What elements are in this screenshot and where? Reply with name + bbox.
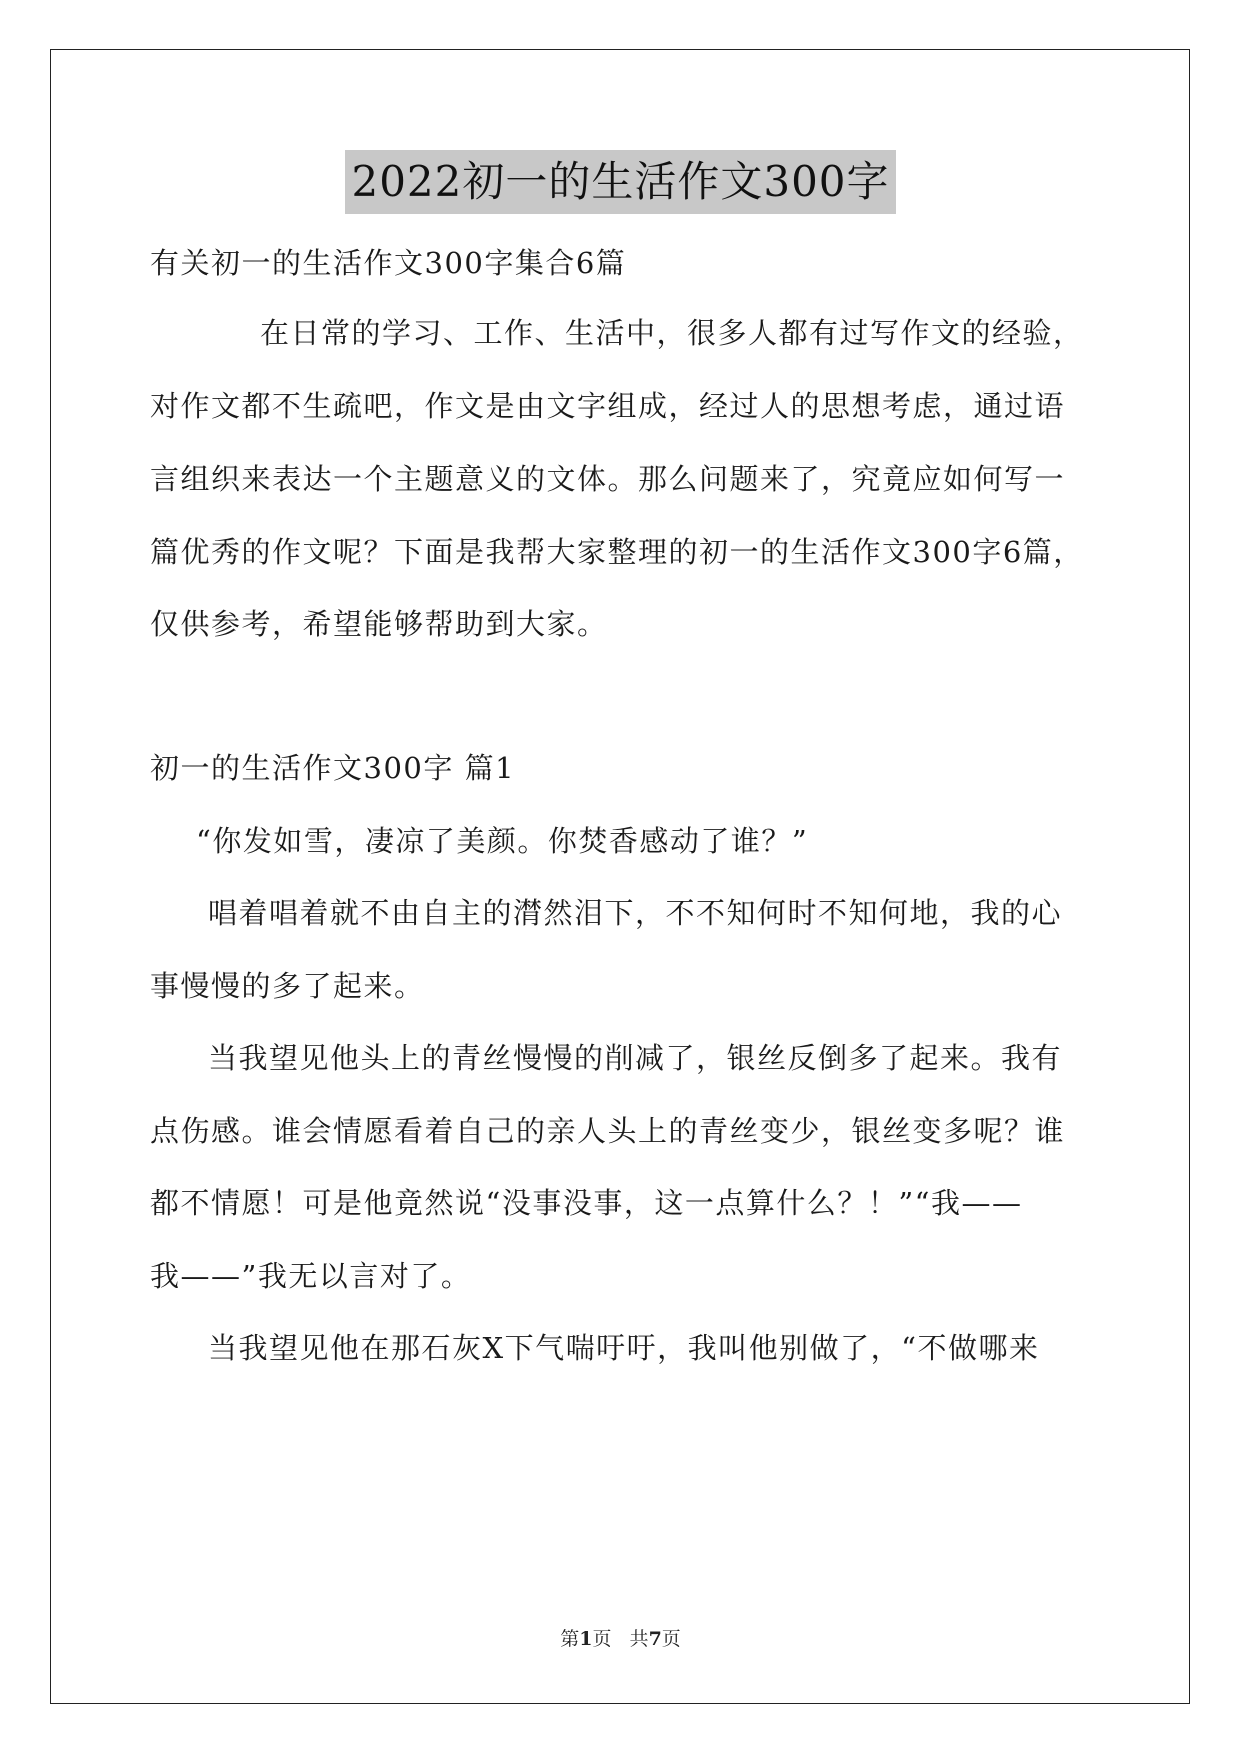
body-line: 当我望见他在那石灰X下气喘吁吁，我叫他别做了，“不做哪来 bbox=[208, 1331, 1040, 1365]
page-border bbox=[50, 49, 1190, 1704]
body-line: 当我望见他头上的青丝慢慢的削减了，银丝反倒多了起来。我有 bbox=[208, 1041, 1063, 1075]
document-subtitle: 有关初一的生活作文300字集合6篇 bbox=[150, 246, 627, 280]
section-heading: 初一的生活作文300字 篇1 bbox=[150, 751, 516, 785]
footer-page-mid: 页 共 bbox=[592, 1628, 649, 1650]
body-line: 都不情愿！可是他竟然说“没事没事，这一点算什么？！”“我—— bbox=[150, 1186, 1023, 1220]
body-line: 我——”我无以言对了。 bbox=[150, 1259, 472, 1293]
body-line: “你发如雪，凄凉了美颜。你焚香感动了谁？” bbox=[196, 824, 809, 858]
document-title: 2022初一的生活作文300字 bbox=[345, 150, 895, 214]
footer-page-prefix: 第 bbox=[560, 1628, 580, 1650]
body-line: 点伤感。谁会情愿看着自己的亲人头上的青丝变少，银丝变多呢？谁 bbox=[150, 1114, 1066, 1148]
intro-line: 篇优秀的作文呢？下面是我帮大家整理的初一的生活作文300字6篇， bbox=[150, 535, 1084, 569]
intro-line: 言组织来表达一个主题意义的文体。那么问题来了，究竟应如何写一 bbox=[150, 462, 1066, 496]
footer-page-suffix: 页 bbox=[661, 1628, 681, 1650]
footer-page-total: 7 bbox=[648, 1628, 662, 1650]
page-footer bbox=[0, 1626, 1241, 1652]
intro-line: 仅供参考，希望能够帮助到大家。 bbox=[150, 607, 608, 641]
body-line: 事慢慢的多了起来。 bbox=[150, 969, 425, 1003]
body-line: 唱着唱着就不由自主的潸然泪下，不不知何时不知何地，我的心 bbox=[208, 896, 1063, 930]
intro-line: 对作文都不生疏吧，作文是由文字组成，经过人的思想考虑，通过语 bbox=[150, 389, 1066, 423]
intro-line: 在日常的学习、工作、生活中，很多人都有过写作文的经验， bbox=[260, 316, 1084, 350]
title-wrap bbox=[0, 150, 1241, 214]
footer-page-current: 1 bbox=[579, 1628, 593, 1650]
